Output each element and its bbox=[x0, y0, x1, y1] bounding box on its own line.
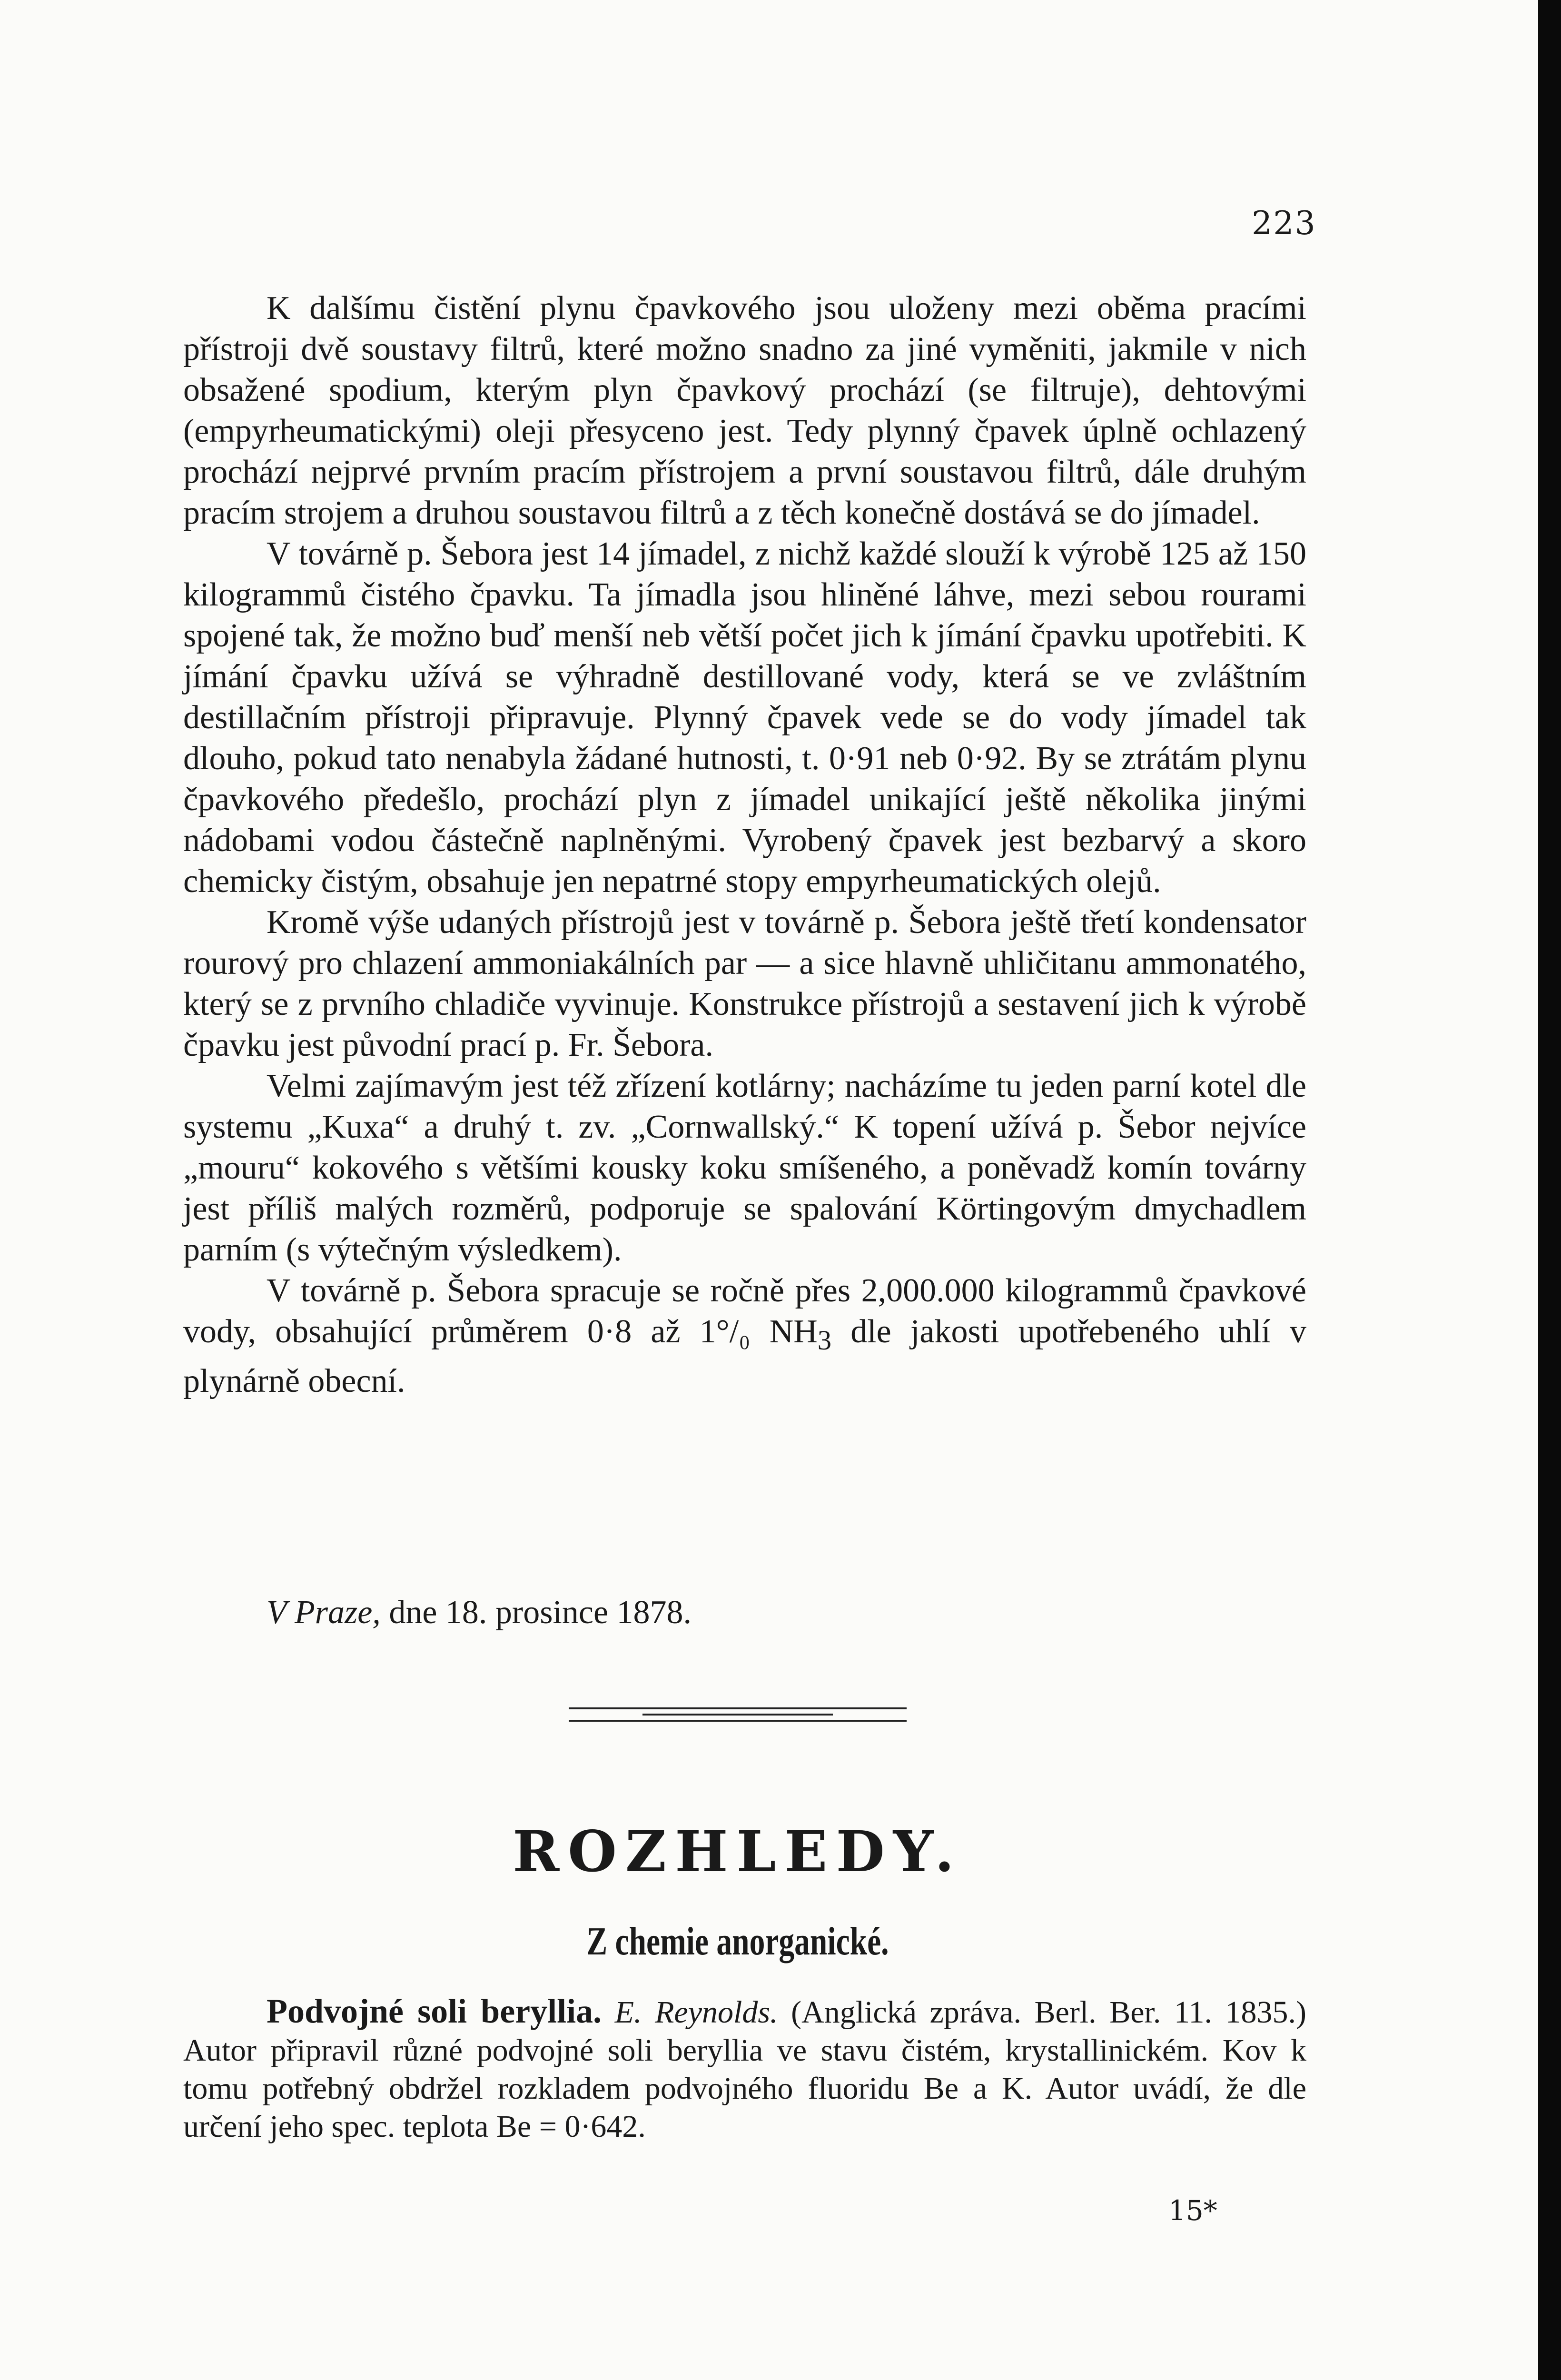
review-paragraph bbox=[183, 1992, 1306, 2146]
signature-mark: 15* bbox=[1168, 2194, 1217, 2227]
page-number: 223 bbox=[1252, 205, 1316, 242]
citation-open: (Anglická zpráva. bbox=[791, 1995, 1035, 2030]
section-heading: ROZHLEDY. bbox=[513, 1818, 963, 1884]
dateline-date: dne 18. prosince 1878. bbox=[389, 1594, 692, 1631]
subscript: 3 bbox=[817, 1325, 832, 1356]
article-title: Podvojné soli beryllia. bbox=[267, 1992, 602, 2030]
paragraph: V továrně p. Šebora jest 14 jímadel, z nichž každé slouží k výrobě 125 až 150 kilogrammů čistého čpavku. Ta jímadla jsou hliněné láhve, mezi sebou rourami spojené tak, že možno buď menší neb větší počet jich k jímání čpavku upotřebiti. K jímání čpavku užívá se výhradně destillované vody, která se ve zvláštním destillačním přístroji připravuje. Plynný čpavek vede se do vody jímadel tak dlouho, pokud tato nenabyla žádané hutnosti, t. 0·91 neb 0·92. By se ztrátám plynu čpavkového předešlo, prochází plyn z jímadel unikající ještě několika jinými nádobami vodou částečně naplněnými. Vyrobený čpavek jest bezbarvý a skoro chemicky čistým, obsahuje jen nepatrné stopy empyrheumatických olejů. bbox=[183, 536, 1306, 900]
citation-journal: Berl. Ber. bbox=[1034, 1995, 1161, 2030]
dateline bbox=[183, 1592, 1306, 1633]
final-text-part: V továrně p. Šebora spracuje se ročně přes 2,000.000 kilogrammů čpavkové vody, obsahující průměrem 0·8 až 1°/₀ NH bbox=[183, 1272, 1306, 1350]
paragraph: K dalšímu čistění plynu čpavkového jsou uloženy mezi oběma pracími přístroji dvě soustavy filtrů, které možno snadno za jiné vyměniti, jakmile v nich obsažené spodium, kterým plyn čpavkový prochází (se filtruje), dehtovými (empyrheumatickými) oleji přesyceno jest. Tedy plynný čpavek úplně ochlazený prochází nejprvé prvním pracím přístrojem a první soustavou filtrů, dále druhým pracím strojem a druhou soustavou filtrů a z těch konečně dostává se do jímadel. bbox=[183, 290, 1306, 531]
paragraph: Velmi zajímavým jest též zřízení kotlárny; nacházíme tu jeden parní kotel dle systemu „Kuxa“ a druhý t. zv. „Cornwallský.“ K topení užívá p. Šebor nejvíce „mouru“ kokového s většími kousky koku smíšeného, a poněvadž komín továrny jest příliš malých rozměrů, podporuje se spalování Körtingovým dmychadlem parním (s výtečným výsledkem). bbox=[183, 1068, 1306, 1268]
citation-close: 11. 1835.) bbox=[1161, 1995, 1307, 2030]
article-author: E. Reynolds. bbox=[614, 1995, 778, 2030]
scan-edge bbox=[1538, 0, 1561, 2380]
paragraph-final bbox=[183, 1270, 1306, 1402]
separator-line bbox=[642, 1714, 833, 1716]
paragraph: Kromě výše udaných přístrojů jest v továrně p. Šebora ještě třetí kondensator rourový pro chlazení ammoniakálních par — a sice hlavně uhličitanu ammonatého, který se z prvního chladiče vyvinuje. Konstrukce přístrojů a sestavení jich k výrobě čpavku jest původní prací p. Fr. Šebora. bbox=[183, 904, 1306, 1063]
review-body: Autor připravil různé podvojné soli beryllia ve stavu čistém, krystallinickém. Kov k tomu potřebný obdržel rozkladem podvojného fluoridu Be a K. Autor uvádí, že dle určení jeho spec. teplota Be = 0·642. bbox=[183, 2033, 1306, 2144]
separator-line bbox=[569, 1707, 907, 1709]
dateline-place: V Praze, bbox=[267, 1594, 381, 1631]
subsection-heading: Z chemie anorganické. bbox=[586, 1919, 889, 1964]
dateline-line bbox=[183, 1592, 1306, 1633]
final-text-part: dle jakosti upotřebeného uhlí v plynárně obecní. bbox=[183, 1313, 1306, 1399]
review-entry bbox=[183, 1992, 1306, 2146]
main-text bbox=[183, 288, 1306, 1402]
separator-line bbox=[569, 1720, 907, 1722]
